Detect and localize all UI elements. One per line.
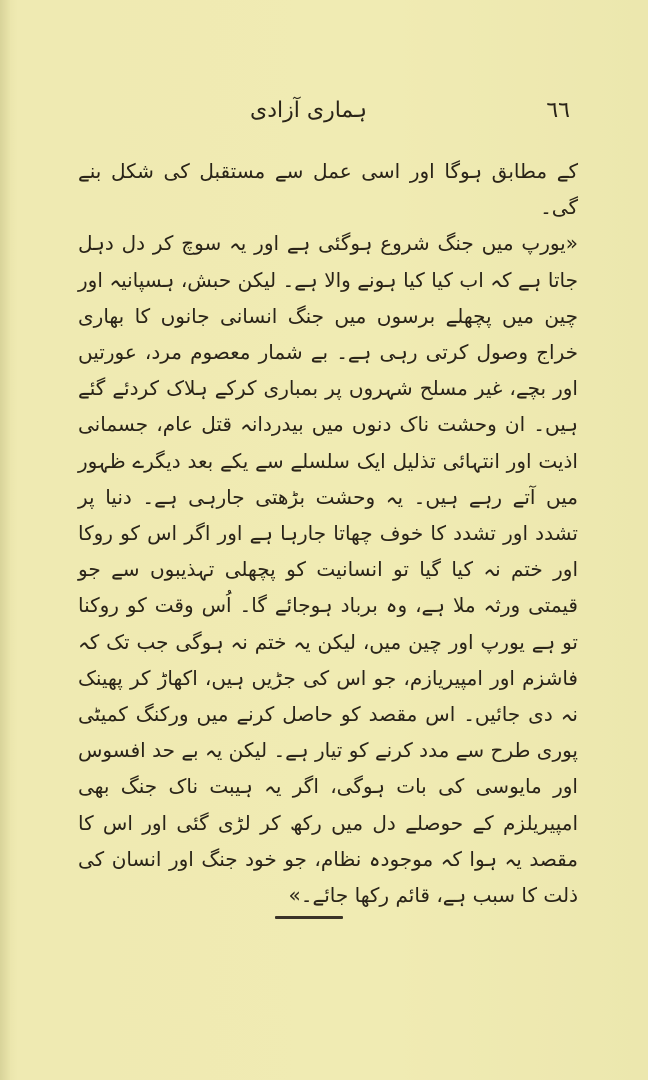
page-header xyxy=(250,98,570,138)
running-title: ہماری آزادی xyxy=(250,98,368,123)
section-divider xyxy=(275,916,343,919)
page-gutter xyxy=(0,0,10,1080)
paragraph-continuation: کے مطابق ہوگا اور اسی عمل سے مستقبل کی شکل بنے گی۔ xyxy=(78,159,578,220)
body-text xyxy=(78,153,578,913)
quoted-resolution-paragraph: «یورپ میں جنگ شروع ہوگئی ہے اور یہ سوچ کر دل دہل جاتا ہے کہ اب کیا کیا ہونے والا ہے۔ لیکن حبش، ہسپانیہ اور چین میں پچھلے برسوں میں جنگ انسانی جانوں کا بھاری خراج وصول کرتی رہی ہے۔ بے شمار معصوم مرد، عورتیں اور بچے، غیر مسلح شہروں پر بمباری کرکے ہلاک کردئے گئے ہیں۔ ان وحشت ناک دنوں میں بیدردانہ قتل عام، جسمانی اذیت اور انتہائی تذلیل ایک سلسلے سے یکے بعد دیگرے ظہور میں آتے رہے ہیں۔ یہ وحشت بڑھتی جارہی ہے۔ دنیا پر تشدد اور تشدد کا خوف چھاتا جارہا ہے اور اگر اس کو روکا اور ختم نہ کیا گیا تو انسانیت کو پچھلی تہذیبوں سے جو قیمتی ورثہ ملا ہے، وہ برباد ہوجائے گا۔ اُس وقت کو روکنا تو ہے یورپ اور چین میں، لیکن یہ ختم نہ ہوگی جب تک کہ فاشزم اور امپیریازم، جو اس کی جڑیں ہیں، اکھاڑ کر پھینک نہ دی جائیں۔ اس مقصد کو حاصل کرنے میں ورکنگ کمیٹی پوری طرح سے مدد کرنے کو تیار ہے۔ لیکن یہ بے حد افسوس اور مایوسی کی بات ہوگی، اگر یہ ہیبت ناک جنگ بھی امپیریلزم کے حوصلے دل میں رکھ کر لڑی گئی اور اس کا مقصد یہ ہوا کہ موجودہ نظام، جو خود جنگ اور انسان کی ذلت کا سبب ہے، قائم رکھا جائے۔» xyxy=(78,231,579,908)
page-number: ٦٦ xyxy=(546,98,570,123)
